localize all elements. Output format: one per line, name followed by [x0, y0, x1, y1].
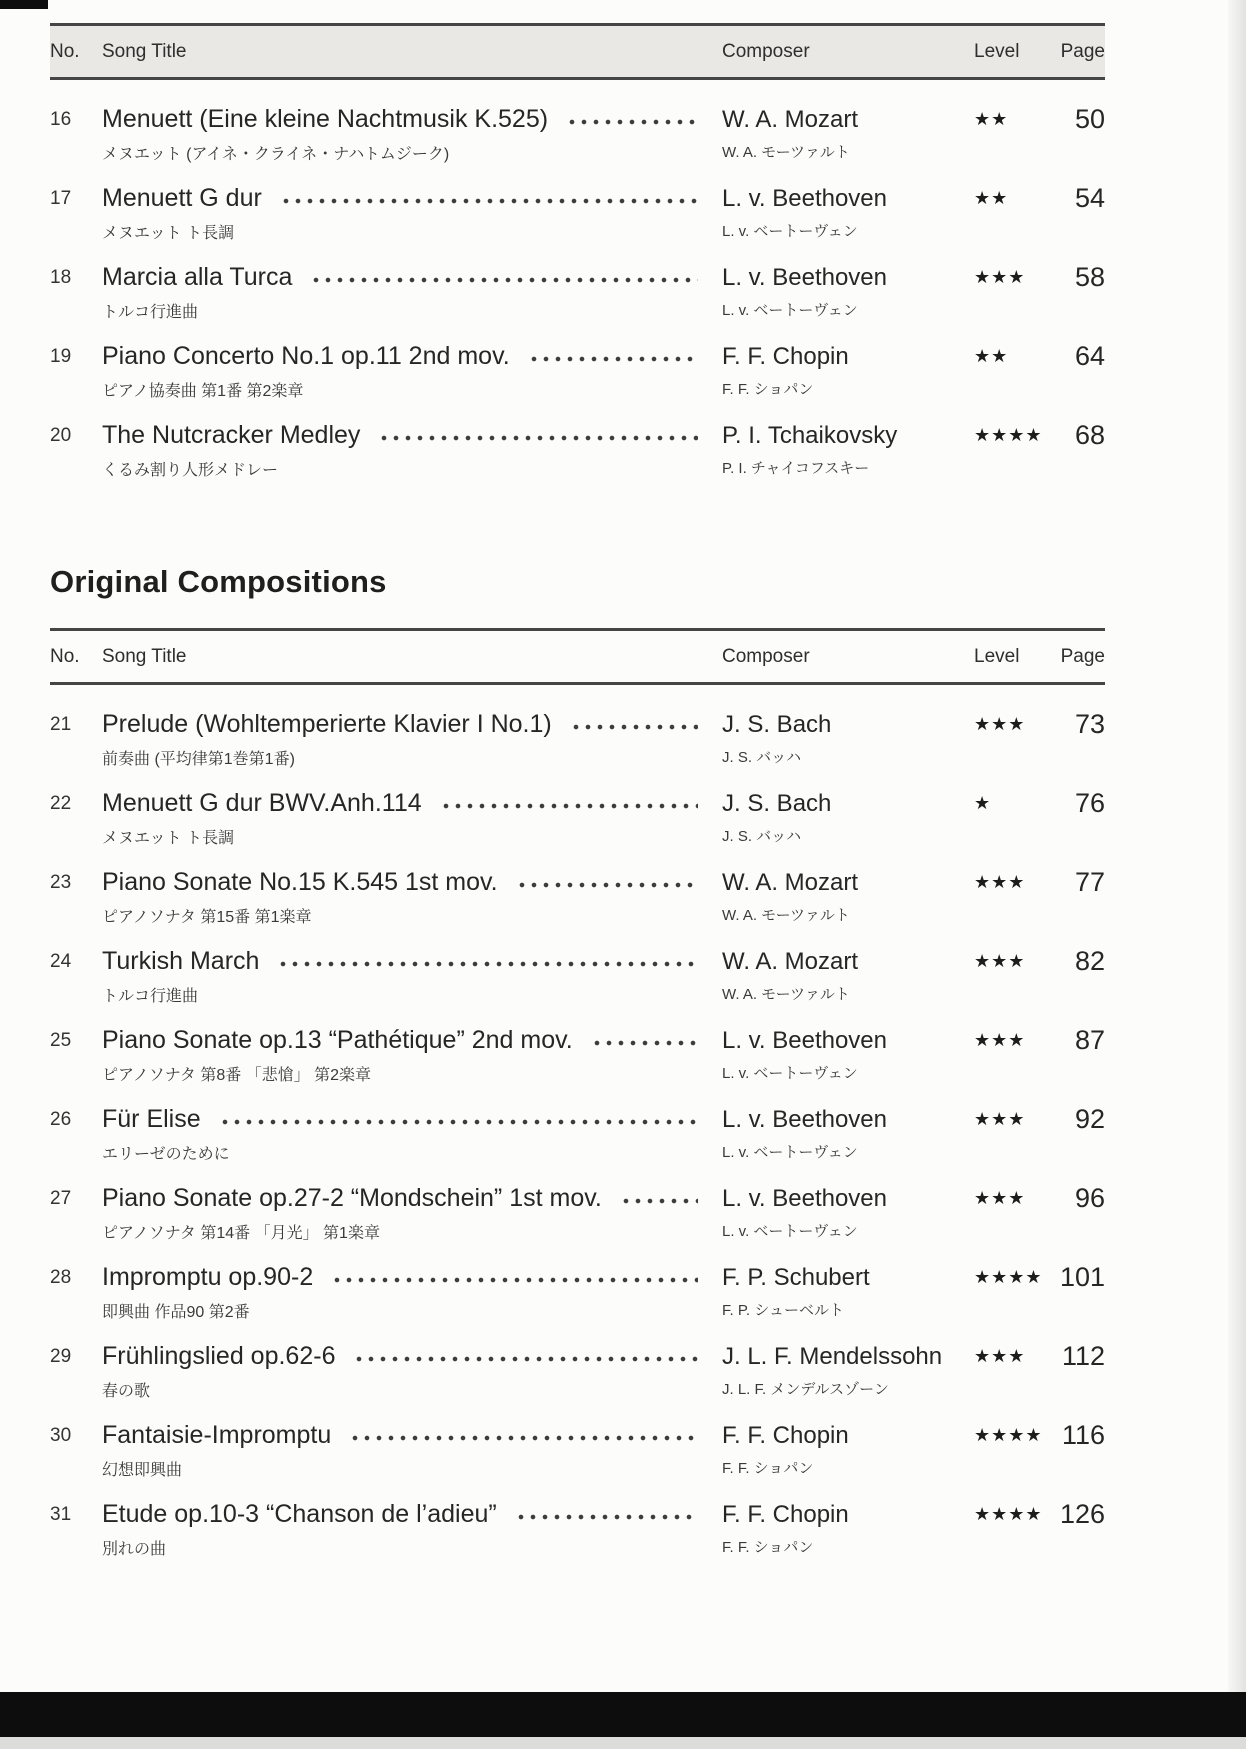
composer-cell	[722, 1499, 974, 1557]
dot-leader	[570, 709, 698, 740]
song-title-cell	[102, 183, 722, 243]
composer-cell	[722, 1262, 974, 1320]
row-number: 24	[50, 951, 72, 972]
song-row	[50, 1104, 1105, 1164]
level-cell	[974, 1262, 1056, 1293]
page-number: 50	[1074, 104, 1105, 134]
table1-rows	[50, 80, 1105, 480]
row-number: 29	[50, 1346, 72, 1367]
song-title-japanese: 即興曲 作品90 第2番	[102, 1304, 250, 1321]
dot-leader	[310, 262, 698, 293]
song-row	[50, 104, 1105, 164]
song-title: Menuett G dur BWV.Anh.114	[102, 789, 422, 817]
column-header-no: No.	[50, 40, 80, 62]
song-row	[50, 420, 1105, 480]
page-number: 64	[1074, 341, 1105, 371]
composer-name-japanese: L. v. ベートーヴェン	[722, 1144, 858, 1161]
song-title: Prelude (Wohltemperierte Klavier I No.1)	[102, 710, 552, 738]
song-title-cell	[102, 1104, 722, 1164]
song-title-cell	[102, 420, 722, 480]
song-title-japanese: くるみ割り人形メドレー	[102, 462, 279, 479]
song-title: Turkish March	[102, 947, 260, 975]
composer-name: L. v. Beethoven	[722, 1106, 887, 1133]
composer-name: J. S. Bach	[722, 711, 832, 738]
page-number: 68	[1074, 420, 1105, 450]
song-title-japanese: 前奏曲 (平均律第1巻第1番)	[102, 751, 295, 768]
page-number: 116	[1061, 1420, 1105, 1450]
dot-leader	[620, 1183, 698, 1214]
song-row	[50, 1183, 1105, 1243]
song-title-japanese: エリーゼのために	[102, 1146, 230, 1163]
column-header-song-title: Song Title	[102, 645, 187, 667]
level-cell	[974, 1104, 1056, 1135]
song-row	[50, 341, 1105, 401]
scan-artifact-top-left	[0, 0, 48, 9]
song-title-cell	[102, 262, 722, 322]
song-title: The Nutcracker Medley	[102, 421, 361, 449]
scan-artifact-bottom-strip	[0, 1737, 1246, 1749]
song-title-cell	[102, 1341, 722, 1401]
level-cell	[974, 262, 1056, 293]
level-stars: ★★★	[974, 267, 1026, 287]
level-cell	[974, 1499, 1056, 1530]
row-number: 30	[50, 1425, 72, 1446]
level-stars: ★★★★	[974, 1267, 1043, 1287]
dot-leader	[277, 946, 698, 977]
composer-name: J. S. Bach	[722, 790, 832, 817]
song-row	[50, 1499, 1105, 1559]
column-header-song-title: Song Title	[102, 40, 187, 62]
level-cell	[974, 1025, 1056, 1056]
composer-cell	[722, 788, 974, 846]
level-stars: ★★★	[974, 1109, 1026, 1129]
composer-name: F. F. Chopin	[722, 343, 849, 370]
composer-name-japanese: F. F. ショパン	[722, 1539, 814, 1556]
level-stars: ★★★★	[974, 1425, 1043, 1445]
composer-cell	[722, 420, 974, 478]
row-number: 26	[50, 1109, 72, 1130]
page-number: 126	[1059, 1499, 1105, 1529]
composer-name-japanese: J. S. バッハ	[722, 749, 802, 766]
composer-cell	[722, 1183, 974, 1241]
song-title-line	[102, 1341, 722, 1372]
song-title-cell	[102, 1499, 722, 1559]
table1-header-row	[50, 23, 1105, 80]
composer-name-japanese: L. v. ベートーヴェン	[722, 223, 858, 240]
song-title: Impromptu op.90-2	[102, 1263, 314, 1291]
dot-leader	[528, 341, 698, 372]
level-cell	[974, 104, 1056, 135]
row-number: 31	[50, 1504, 72, 1525]
composer-name-japanese: L. v. ベートーヴェン	[722, 1223, 858, 1240]
page-number: 76	[1074, 788, 1105, 818]
song-title-cell	[102, 1025, 722, 1085]
level-stars: ★	[974, 793, 992, 813]
page-number: 101	[1059, 1262, 1105, 1292]
dot-leader	[353, 1341, 698, 1372]
composer-name: W. A. Mozart	[722, 948, 859, 975]
row-number: 17	[50, 188, 72, 209]
song-title-cell	[102, 867, 722, 927]
song-title-japanese: メヌエット ト長調	[102, 225, 235, 242]
page-number: 73	[1074, 709, 1105, 739]
song-title-japanese: ピアノ協奏曲 第1番 第2楽章	[102, 383, 304, 400]
song-row	[50, 788, 1105, 848]
row-number: 16	[50, 109, 72, 130]
song-title-japanese: トルコ行進曲	[102, 988, 199, 1005]
dot-leader	[591, 1025, 698, 1056]
composer-cell	[722, 1341, 974, 1399]
song-title-line	[102, 1183, 722, 1214]
column-header-no: No.	[50, 645, 80, 667]
song-title-japanese: 別れの曲	[102, 1541, 167, 1558]
composer-name: L. v. Beethoven	[722, 264, 887, 291]
page-number: 77	[1074, 867, 1105, 897]
column-header-composer: Composer	[722, 40, 810, 62]
song-title-cell	[102, 1183, 722, 1243]
section-heading: Original Compositions	[50, 564, 387, 599]
song-row	[50, 1341, 1105, 1401]
song-title-cell	[102, 1420, 722, 1480]
composer-name: L. v. Beethoven	[722, 1027, 887, 1054]
song-title-line	[102, 1499, 722, 1530]
level-cell	[974, 1341, 1056, 1372]
level-stars: ★★★★	[974, 1504, 1043, 1524]
song-title-line	[102, 420, 722, 451]
composer-name: J. L. F. Mendelssohn	[722, 1343, 943, 1370]
column-header-level: Level	[974, 645, 1020, 667]
row-number: 23	[50, 872, 72, 893]
column-header-page: Page	[1060, 40, 1105, 62]
contents-area	[50, 23, 1105, 1578]
song-title: Frühlingslied op.62-6	[102, 1342, 336, 1370]
dot-leader	[516, 867, 698, 898]
column-header-page: Page	[1060, 645, 1105, 667]
song-row	[50, 1420, 1105, 1480]
composer-name-japanese: J. S. バッハ	[722, 828, 802, 845]
page-number: 58	[1074, 262, 1105, 292]
composer-name-japanese: P. I. チャイコフスキー	[722, 460, 870, 477]
song-title-cell	[102, 341, 722, 401]
song-title-line	[102, 1104, 722, 1135]
row-number: 27	[50, 1188, 72, 1209]
composer-name: F. P. Schubert	[722, 1264, 870, 1291]
composer-cell	[722, 1420, 974, 1478]
page-number: 87	[1074, 1025, 1105, 1055]
song-title: Menuett G dur	[102, 184, 262, 212]
song-title-japanese: 春の歌	[102, 1383, 151, 1400]
song-title: Piano Concerto No.1 op.11 2nd mov.	[102, 342, 510, 370]
song-row	[50, 1262, 1105, 1322]
column-header-level: Level	[974, 40, 1020, 62]
table2-rows	[50, 685, 1105, 1559]
song-title-line	[102, 709, 722, 740]
composer-cell	[722, 183, 974, 241]
composer-name-japanese: W. A. モーツァルト	[722, 907, 850, 924]
composer-cell	[722, 104, 974, 162]
level-cell	[974, 183, 1056, 214]
composer-name-japanese: F. P. シューベルト	[722, 1302, 844, 1319]
song-title: Etude op.10-3 “Chanson de l’adieu”	[102, 1500, 497, 1528]
song-title-japanese: ピアノソナタ 第14番 「月光」 第1楽章	[102, 1225, 380, 1242]
song-row	[50, 867, 1105, 927]
song-title-line	[102, 788, 722, 819]
song-title-japanese: ピアノソナタ 第15番 第1楽章	[102, 909, 312, 926]
row-number: 18	[50, 267, 72, 288]
level-cell	[974, 1183, 1056, 1214]
page-number: 54	[1074, 183, 1105, 213]
level-stars: ★★★	[974, 1030, 1026, 1050]
row-number: 21	[50, 714, 72, 735]
song-title-japanese: メヌエット ト長調	[102, 830, 235, 847]
composer-cell	[722, 262, 974, 320]
level-cell	[974, 788, 1056, 819]
row-number: 25	[50, 1030, 72, 1051]
composer-name: W. A. Mozart	[722, 106, 859, 133]
song-title-cell	[102, 788, 722, 848]
dot-leader	[280, 183, 698, 214]
level-stars: ★★★★	[974, 425, 1043, 445]
song-title-cell	[102, 709, 722, 769]
song-title-japanese: ピアノソナタ 第8番 「悲愴」 第2楽章	[102, 1067, 372, 1084]
level-stars: ★★	[974, 188, 1009, 208]
song-title-line	[102, 104, 722, 135]
composer-name-japanese: W. A. モーツァルト	[722, 144, 850, 161]
composer-name: W. A. Mozart	[722, 869, 859, 896]
level-cell	[974, 867, 1056, 898]
composer-name: F. F. Chopin	[722, 1501, 849, 1528]
song-title: Menuett (Eine kleine Nachtmusik K.525)	[102, 105, 549, 133]
page-edge-shadow	[1228, 0, 1246, 1692]
level-cell	[974, 420, 1056, 451]
song-title-line	[102, 946, 722, 977]
song-title-line	[102, 1262, 722, 1293]
row-number: 28	[50, 1267, 72, 1288]
composer-name: F. F. Chopin	[722, 1422, 849, 1449]
song-row	[50, 262, 1105, 322]
level-stars: ★★★	[974, 714, 1026, 734]
song-title: Für Elise	[102, 1105, 201, 1133]
level-stars: ★★★	[974, 1188, 1026, 1208]
dot-leader	[349, 1420, 698, 1451]
song-title-japanese: トルコ行進曲	[102, 304, 199, 321]
level-stars: ★★	[974, 346, 1009, 366]
level-stars: ★★★	[974, 1346, 1026, 1366]
scan-artifact-bottom-bar	[0, 1692, 1246, 1737]
song-title: Piano Sonate No.15 K.545 1st mov.	[102, 868, 498, 896]
composer-name: P. I. Tchaikovsky	[722, 422, 898, 449]
composer-cell	[722, 709, 974, 767]
dot-leader	[378, 420, 698, 451]
composer-name: L. v. Beethoven	[722, 185, 887, 212]
dot-leader	[440, 788, 698, 819]
song-title: Piano Sonate op.13 “Pathétique” 2nd mov.	[102, 1026, 573, 1054]
composer-cell	[722, 1025, 974, 1083]
song-title-line	[102, 183, 722, 214]
dot-leader	[566, 104, 698, 135]
row-number: 22	[50, 793, 72, 814]
dot-leader	[219, 1104, 698, 1135]
page-number: 82	[1074, 946, 1105, 976]
song-row	[50, 709, 1105, 769]
song-title: Fantaisie-Impromptu	[102, 1421, 332, 1449]
song-title: Marcia alla Turca	[102, 263, 293, 291]
table2-header-row	[50, 628, 1105, 685]
level-cell	[974, 341, 1056, 372]
song-title: Piano Sonate op.27-2 “Mondschein” 1st mov.	[102, 1184, 602, 1212]
level-stars: ★★★	[974, 951, 1026, 971]
composer-name-japanese: W. A. モーツァルト	[722, 986, 850, 1003]
composer-name-japanese: L. v. ベートーヴェン	[722, 302, 858, 319]
composer-name-japanese: F. F. ショパン	[722, 1460, 814, 1477]
composer-name-japanese: F. F. ショパン	[722, 381, 814, 398]
composer-cell	[722, 867, 974, 925]
song-title-cell	[102, 1262, 722, 1322]
composer-name: L. v. Beethoven	[722, 1185, 887, 1212]
song-title-line	[102, 262, 722, 293]
composer-cell	[722, 341, 974, 399]
level-cell	[974, 1420, 1056, 1451]
composer-name-japanese: J. L. F. メンデルスゾーン	[722, 1381, 889, 1398]
page-number: 112	[1061, 1341, 1105, 1371]
song-title-japanese: 幻想即興曲	[102, 1462, 183, 1479]
composer-cell	[722, 1104, 974, 1162]
level-cell	[974, 946, 1056, 977]
level-stars: ★★★	[974, 872, 1026, 892]
dot-leader	[331, 1262, 698, 1293]
song-row	[50, 1025, 1105, 1085]
song-title-cell	[102, 104, 722, 164]
row-number: 19	[50, 346, 72, 367]
page-number: 92	[1074, 1104, 1105, 1134]
composer-cell	[722, 946, 974, 1004]
song-title-line	[102, 1025, 722, 1056]
dot-leader	[515, 1499, 698, 1530]
song-title-line	[102, 341, 722, 372]
level-stars: ★★	[974, 109, 1009, 129]
song-row	[50, 946, 1105, 1006]
song-title-line	[102, 867, 722, 898]
song-row	[50, 183, 1105, 243]
song-title-cell	[102, 946, 722, 1006]
column-header-composer: Composer	[722, 645, 810, 667]
song-title-line	[102, 1420, 722, 1451]
level-cell	[974, 709, 1056, 740]
row-number: 20	[50, 425, 72, 446]
page-number: 96	[1074, 1183, 1105, 1213]
song-title-japanese: メヌエット (アイネ・クライネ・ナハトムジーク)	[102, 146, 450, 163]
composer-name-japanese: L. v. ベートーヴェン	[722, 1065, 858, 1082]
